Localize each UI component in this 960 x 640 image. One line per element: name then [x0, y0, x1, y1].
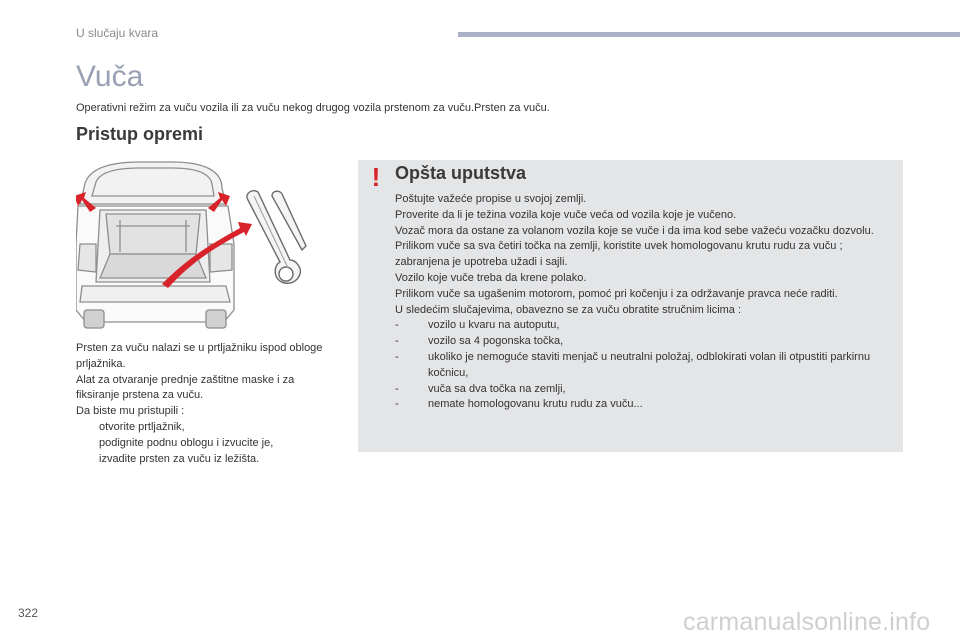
access-paragraph: Prsten za vuču nalazi se u prtljažniku ispod obloge prljažnika.	[76, 342, 323, 370]
list-item	[395, 382, 897, 398]
section-header: U slučaju kvara	[76, 26, 159, 40]
list-item	[395, 318, 897, 334]
access-paragraph: Da biste mu pristupili :	[76, 405, 185, 418]
general-paragraph: Proverite da li je težina vozila koje vuče veća od vozila koje je vučeno.	[395, 208, 737, 221]
general-paragraph: Prilikom vuče sa ugašenim motorom, pomoć pri kočenju i za održavanje pravca neće raditi.	[395, 287, 838, 300]
access-heading: Pristup opremi	[76, 124, 204, 144]
dash-marker: -	[395, 319, 399, 332]
list-item	[395, 334, 897, 350]
access-paragraph: Alat za otvaranje prednje zaštitne maske i za fiksiranje prstena za vuču.	[76, 373, 295, 402]
page-number: 322	[18, 606, 39, 620]
list-item	[76, 452, 338, 468]
car-rear-outline	[76, 162, 234, 328]
general-paragraph: Poštujte važeće propise u svojoj zemlji.	[395, 193, 587, 205]
case-text: nemate homologovanu krutu rudu za vuču...	[428, 398, 643, 411]
warning-icon: !	[371, 162, 381, 192]
watermark: carmanualsonline.info	[683, 608, 931, 636]
case-text: ukoliko je nemoguće staviti menjač u neutralni položaj, odblokirati volan ili otpustiti parkirnu kočnicu,	[428, 350, 871, 379]
tow-ring-and-tool	[247, 191, 306, 284]
access-body	[76, 341, 338, 467]
dash-marker: -	[395, 382, 399, 395]
general-paragraph: Vozač mora da ostane za volanom vozila koje se vuče i da ima kod sebe važeću vozačku dozvolu.	[395, 224, 874, 237]
dash-marker: -	[395, 398, 399, 411]
step-text: izvadite prsten za vuču iz ležišta.	[99, 452, 260, 465]
general-heading: Opšta uputstva	[395, 163, 527, 183]
page-title: Vuča	[76, 60, 144, 93]
header-accent-bar	[458, 32, 960, 37]
list-item	[395, 350, 897, 382]
list-item	[76, 420, 338, 436]
list-item	[395, 397, 897, 413]
list-item	[76, 436, 338, 452]
general-paragraph: U sledećim slučajevima, obavezno se za vuču obratite stručnim licima :	[395, 303, 742, 316]
case-text: vuča sa dva točka na zemlji,	[428, 382, 566, 395]
access-steps	[76, 420, 338, 467]
general-body	[395, 192, 897, 413]
step-text: podignite podnu oblogu i izvucite je,	[99, 436, 274, 449]
case-text: vozilo u kvaru na autoputu,	[428, 319, 560, 332]
cases-list	[395, 318, 897, 413]
step-text: otvorite prtljažnik,	[99, 420, 185, 433]
dash-marker: -	[395, 350, 399, 363]
case-text: vozilo sa 4 pogonska točka,	[428, 335, 564, 348]
car-trunk-tow-ring-illustration	[76, 160, 344, 332]
intro-text: Operativni režim za vuču vozila ili za vuču nekog drugog vozila prstenom za vuču.Prsten za vuču.	[76, 102, 550, 114]
general-paragraph: Vozilo koje vuče treba da krene polako.	[395, 271, 587, 284]
dash-marker: -	[395, 335, 399, 348]
general-paragraph: Prilikom vuče sa sva četiri točka na zemlji, koristite uvek homologovanu krutu rudu za vuču ; zabranjena je upotreba užadi i sajli.	[395, 240, 843, 269]
